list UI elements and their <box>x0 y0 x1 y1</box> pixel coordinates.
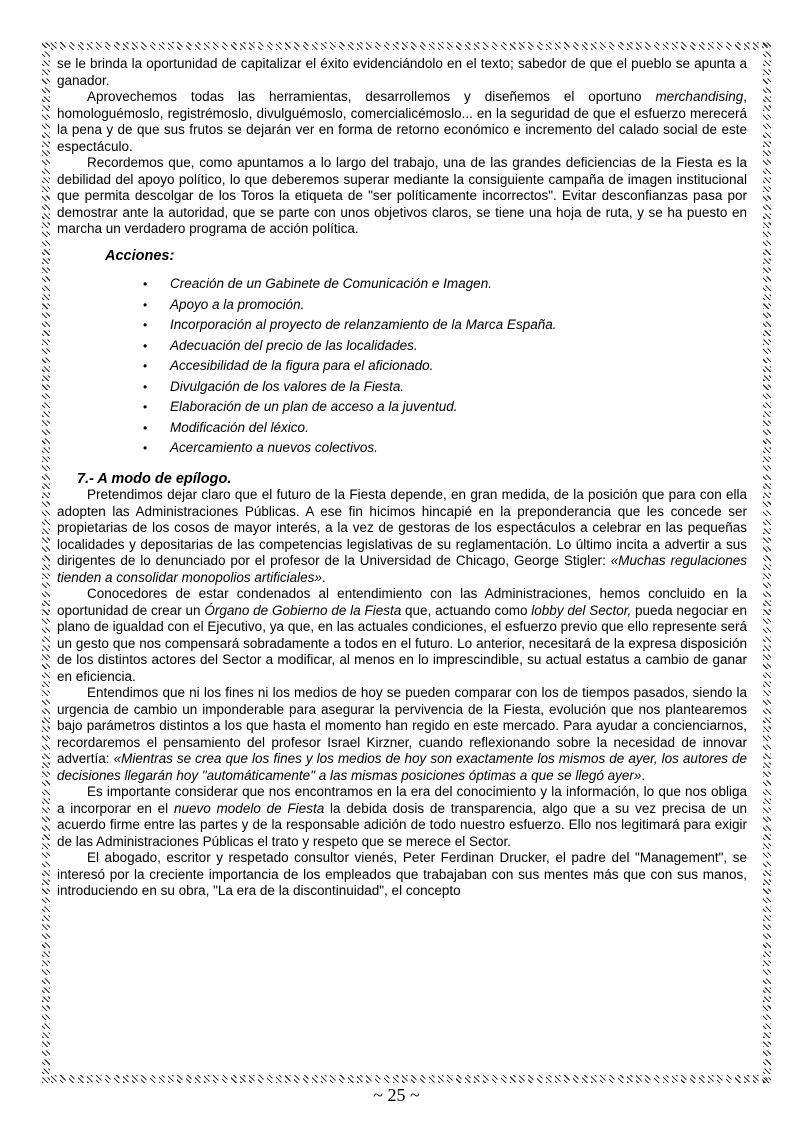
list-item-text: Acercamiento a nuevos colectivos. <box>170 440 378 455</box>
page-number: ~ 25 ~ <box>373 1085 420 1105</box>
paragraph-conocedores: Conocedores de estar condenados al entendimiento con las Administraciones, hemos concluido en la oportunidad de crear un Órgano de Gobierno de la Fiesta que, actuando como lobby del Sector, pueda negociar en plano de igualdad con el Ejecutivo, ya que, en las actuales condiciones, el esfuerzo previo que ello represente será un gesto que nos compensará sobradamente a todos en el futuro. Lo anterior, necesitará de la expresa disposición de los distintos actores del Sector a modificar, al menos en lo imprescindible, su actual estatus a cambio de ganar en eficiencia. <box>57 586 747 684</box>
list-item-text: Accesibilidad de la figura para el aficionado. <box>170 358 434 373</box>
paragraph-drucker: El abogado, escritor y respetado consultor vienés, Peter Ferdinan Drucker, el padre del "Management", se interesó por la creciente importancia de los empleados que trabajaban con sus mentes más que con sus manos, introduciendo en su obra, "La era de la discontinuidad", el concepto <box>57 850 747 898</box>
bullet-icon: • <box>143 441 148 455</box>
list-item-text: Modificación del léxico. <box>170 419 309 435</box>
decorative-border-bottom <box>42 1075 771 1083</box>
paragraph-apoyo-politico: Recordemos que, como apuntamos a lo largo del trabajo, una de las grandes deficiencias de la Fiesta es la debilidad del apoyo político, lo que deberemos superar mediante la consiguiente campaña de imagen institucional que permita descolgar de los Toros la etiqueta de "ser políticamente incorrectos". Evitar desconfianzas pasa por demostrar ante la autoridad, que se parte con unos objetivos claros, se tiene una hoja de ruta, y se ha puesto en marcha un verdadero programa de acción política. <box>57 155 747 236</box>
list-item <box>143 379 747 396</box>
list-item <box>143 276 747 293</box>
bullet-icon: • <box>143 338 148 353</box>
heading-epilogo: 7.- A modo de epílogo. <box>77 470 232 487</box>
paragraph-pretendimos: Pretendimos dejar claro que el futuro de la Fiesta depende, en gran medida, de la posición que para con ella adopten las Administraciones Públicas. A ese fin hicimos hincapié en la preponderancia que les concede ser propietarias de los cosos de mayor interés, a la vez de gestoras de los espectáculos a celebrar en las pequeñas localidades y depositarias de las competencias legislativas de su reglamentación. Lo último incita a advertir a sus dirigentes de lo denunciado por el profesor de la Universidad de Chicago, George Stigler: «Muchas regulaciones tienden a consolidar monopolios artificiales». <box>57 487 747 585</box>
list-item <box>143 338 747 355</box>
list-item <box>143 358 747 375</box>
list-item-text: Apoyo a la promoción. <box>170 296 305 312</box>
list-item-text: Incorporación al proyecto de relanzamiento de la Marca España. <box>170 317 557 332</box>
list-item <box>143 420 747 437</box>
paragraph-era-conocimiento: Es importante considerar que nos encontramos en la era del conocimiento y la información, lo que nos obliga a incorporar en el nuevo modelo de Fiesta la debida dosis de transparencia, algo que a su vez precisa de un acuerdo firme entre las partes y de la responsable adición de todo nuestro esfuerzo. Ello nos legitimará para exigir de las Administraciones Públicas el trato y respeto que se merece el Sector. <box>57 784 748 849</box>
bullet-icon: • <box>143 400 148 414</box>
decorative-border-right <box>763 42 771 1083</box>
list-item-text: Elaboración de un plan de acceso a la juventud. <box>170 399 458 414</box>
bullet-icon: • <box>143 379 148 394</box>
bullet-icon: • <box>143 297 148 312</box>
bullet-icon: • <box>143 277 148 291</box>
list-item <box>143 440 747 457</box>
list-item <box>143 399 747 416</box>
decorative-border-left <box>42 42 50 1083</box>
bullet-icon: • <box>143 318 148 332</box>
paragraph-intro-continuation: se le brinda la oportunidad de capitalizar el éxito evidenciándolo en el texto; sabedor de que el pueblo se apunta a ganador. <box>57 56 747 88</box>
decorative-border-top <box>42 42 771 50</box>
actions-list <box>57 276 747 457</box>
list-item-text: Adecuación del precio de las localidades. <box>170 337 418 353</box>
list-item-text: Creación de un Gabinete de Comunicación e Imagen. <box>170 276 492 291</box>
bullet-icon: • <box>143 359 148 373</box>
list-item-text: Divulgación de los valores de la Fiesta. <box>170 378 405 394</box>
list-item <box>143 297 747 314</box>
paragraph-entendimos: Entendimos que ni los fines ni los medios de hoy se pueden comparar con los de tiempos pasados, siendo la urgencia de cambio un imponderable para asegurar la pervivencia de la Fiesta, evolución que nos plantearemos bajo parámetros distintos a los que hasta el momento han regido en este mercado. Para ayudar a concienciarnos, recordaremos el pensamiento del profesor Israel Kirzner, cuando reflexionando sobre la necesidad de innovar advertía: «Mientras se crea que los fines y los medios de hoy son exactamente los mismos de ayer, los autores de decisiones llegarán hoy "automáticamente" a las mismas posiciones óptimas a que se llegó ayer». <box>57 685 748 783</box>
bullet-icon: • <box>143 420 148 435</box>
paragraph-merchandising: Aprovechemos todas las herramientas, desarrollemos y diseñemos el oportuno merchandising, homologuémoslo, registrémoslo, divulguémoslo, comercialicémoslo... en la seguridad de que el esfuerzo merecerá la pena y de que sus frutos se dejarán ver en forma de retorno económico e incremento del calado social de este espectáculo. <box>57 89 747 154</box>
list-item <box>143 317 747 334</box>
heading-acciones: Acciones: <box>105 247 175 264</box>
page-content <box>57 56 747 900</box>
